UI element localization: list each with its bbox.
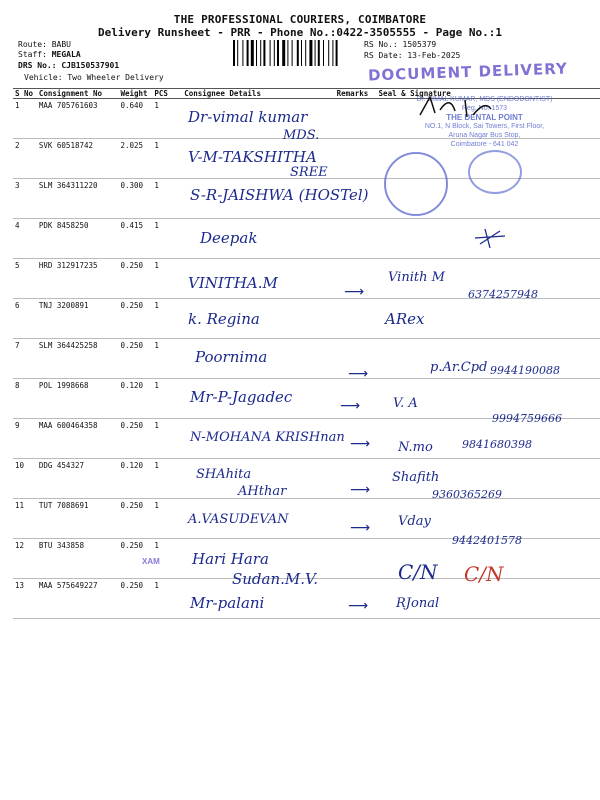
col-pcs: PCS [152,89,182,99]
sig-9: N.mo [398,440,433,455]
hw-name-11: A.VASUDEVAN [188,512,289,527]
arrow-icon: ⟶ [344,284,365,300]
sno-cell: 13 [13,579,37,619]
hw-name-8: Mr-P-Jagadec [190,388,293,406]
signature-1 [415,95,495,120]
staff-line [18,50,81,60]
col-seal: Seal & Signature [377,89,600,99]
weight-cell: 0.120 [118,459,152,499]
sig-6: ARex [385,310,425,328]
weight-cell: 0.415 [118,219,152,259]
table-row [13,459,600,499]
weight-cell: 0.250 [118,259,152,299]
pcs-cell: 1 [152,419,182,459]
sno-cell: 10 [13,459,37,499]
barcode-bar [251,40,254,66]
arrow-icon: ⟶ [340,398,361,414]
col-remarks: Remarks [335,89,377,99]
stamp-line: Coimbatore - 641 042 [450,141,519,148]
sig-11-phone: 9442401578 [452,534,522,547]
round-seal [384,152,448,216]
stamp-line: NO.1, N Block, Sai Towers, First Floor, [424,123,545,130]
hw-name-10: SHAhita [196,467,252,482]
drs-label: DRS No.: [18,61,57,70]
barcode-bar [263,40,265,66]
hw-name-2: V-M-TAKSHITHA [188,148,317,166]
barcode-bar [297,40,299,66]
barcode-bar [287,40,288,66]
remarks-cell [335,299,377,339]
barcode-bar [301,40,302,66]
stamp-line: Aruna Nagar Bus Stop, [448,132,521,139]
consignment-cell: DDG 454327 [37,459,119,499]
sig-5-phone: 6374257948 [468,288,538,301]
pcs-cell: 1 [152,219,182,259]
hw-name-13: Mr-palani [190,594,265,612]
table-row [13,299,600,339]
arrow-icon: ⟶ [350,520,371,536]
hw-name-12: Hari Hara [192,550,269,568]
barcode-bar [318,40,320,66]
pcs-cell: 1 [152,499,182,539]
sig-8-phone: 9994759666 [492,412,562,425]
sig-12-red: C/N [464,562,504,586]
hw-name-6: k. Regina [188,310,260,328]
sno-cell: 2 [13,139,37,179]
table-row [13,499,600,539]
barcode-bar [274,40,275,66]
sno-cell: 4 [13,219,37,259]
stamp-line: Reg. No. 1573 [461,105,508,112]
sig-5: Vinith M [388,270,445,285]
hw-name-10b: AHthar [238,484,287,499]
remarks-cell [335,219,377,259]
sig-9-phone: 9841680398 [462,438,532,451]
weight-cell: 0.250 [118,299,152,339]
stamp-line: Dr. VIMAL KUMAR, MDS (ENDODONTIST) [416,96,553,103]
consignment-cell: BTU 343858 [37,539,119,579]
weight-cell: 0.250 [118,579,152,619]
stamp-line: THE DENTAL POINT [446,113,523,122]
consignment-cell: SVK 60518742 [37,139,119,179]
weight-cell: 0.250 [118,539,152,579]
consignment-cell: TNJ 3200891 [37,299,119,339]
barcode-bar [242,40,243,66]
pcs-cell: 1 [152,379,182,419]
consignment-cell: POL 1998668 [37,379,119,419]
route-label: Route: BABU [18,40,71,49]
barcode-bar [305,40,306,66]
barcode-bar [323,40,324,66]
sig-8: V. A [393,396,418,411]
pcs-cell: 1 [152,299,182,339]
pcs-cell: 1 [152,139,182,179]
pcs-cell: 1 [152,579,182,619]
arrow-icon: ⟶ [348,598,369,614]
sno-cell: 12 [13,539,37,579]
barcode-bar [270,40,271,66]
table-row [13,219,600,259]
barcode-bar [282,40,285,66]
sig-7-phone: 9944190088 [490,364,560,377]
sno-cell: 11 [13,499,37,539]
seal-cell [377,339,600,379]
barcode-bar [247,40,249,66]
vehicle-label: Vehicle: Two Wheeler Delivery [24,73,164,82]
pcs-cell: 1 [152,179,182,219]
barcode-bar [277,40,279,66]
weight-cell: 0.250 [118,419,152,459]
sig-12: C/N [398,560,438,584]
barcode [233,40,359,66]
page-title: THE PROFESSIONAL COURIERS, COIMBATORE [173,13,427,26]
weight-cell: 0.300 [118,179,152,219]
consignment-cell: TUT 7088691 [37,499,119,539]
staff-value: MEGALA [51,50,81,59]
pcs-cell: 1 [152,99,182,139]
col-weight: Weight [118,89,152,99]
rs-date: RS Date: 13-Feb-2025 [364,51,461,60]
hw-name-2b: SREE [290,165,328,180]
sno-cell: 6 [13,299,37,339]
hw-name-1b: MDS. [283,128,320,143]
arrow-icon: ⟶ [350,482,371,498]
barcode-bar [292,40,293,66]
consignment-cell: MAA 600464358 [37,419,119,459]
sno-cell: 5 [13,259,37,299]
remarks-cell [335,139,377,179]
pcs-cell: 1 [152,459,182,499]
barcode-bar [328,40,329,66]
hw-name-4: Deepak [200,229,258,247]
barcode-bar [256,40,257,66]
barcode-bar [315,40,316,66]
consignment-cell: PDK 8458250 [37,219,119,259]
barcode-bar [260,40,261,66]
rs-number: RS No.: 1505379 [364,40,437,49]
hw-name-9: N-MOHANA KRISHnan [190,430,345,445]
consignment-cell: MAA 575649227 [37,579,119,619]
signature-4 [470,226,510,251]
sno-cell: 7 [13,339,37,379]
barcode-bar [309,40,312,66]
hw-name-7: Poornima [195,348,268,366]
remarks-cell [335,539,377,579]
sno-cell: 8 [13,379,37,419]
xam-stamp: XAM [142,557,160,566]
round-seal [468,150,522,194]
weight-cell: 0.640 [118,99,152,139]
barcode-bar [336,40,338,66]
page-subtitle: Delivery Runsheet - PRR - Phone No.:0422-3505555 - Page No.:1 [98,26,502,39]
col-sno: S No [13,89,37,99]
sig-13: RJonal [396,596,440,611]
staff-label: Staff: [18,50,47,59]
sig-10: Shafith [392,470,440,485]
document-delivery-stamp: DOCUMENT DELIVERY [367,59,569,85]
sig-7: p.Ar.Cpd [430,360,488,375]
hw-name-1: Dr-vimal kumar [188,108,308,126]
sno-cell: 1 [13,99,37,139]
pcs-cell: 1 [152,339,182,379]
pcs-cell: 1 [152,259,182,299]
barcode-bar [233,40,235,66]
hw-name-12b: Sudan.M.V. [232,570,319,588]
weight-cell: 0.250 [118,339,152,379]
pcs-cell: 1 [152,539,182,579]
barcode-bar [237,40,238,66]
col-consignment: Consignment No [37,89,119,99]
sig-11: Vday [398,514,431,529]
weight-cell: 0.120 [118,379,152,419]
remarks-cell [335,99,377,139]
weight-cell: 2.025 [118,139,152,179]
sig-10-phone: 9360365269 [432,488,502,501]
arrow-icon: ⟶ [348,366,369,382]
col-consignee: Consignee Details [182,89,334,99]
drs-value: CJB150537901 [61,61,120,70]
sno-cell: 3 [13,179,37,219]
sno-cell: 9 [13,419,37,459]
barcode-bar [332,40,333,66]
hw-name-3: S-R-JAISHWA (HOSTel) [190,186,369,204]
consignment-cell: SLM 364311220 [37,179,119,219]
consignment-cell: SLM 364425258 [37,339,119,379]
consignment-cell: MAA 705761603 [37,99,119,139]
weight-cell: 0.250 [118,499,152,539]
drs-line [18,61,119,71]
consignment-cell: HRD 312917235 [37,259,119,299]
arrow-icon: ⟶ [350,436,371,452]
hw-name-5: VINITHA.M [188,274,278,292]
